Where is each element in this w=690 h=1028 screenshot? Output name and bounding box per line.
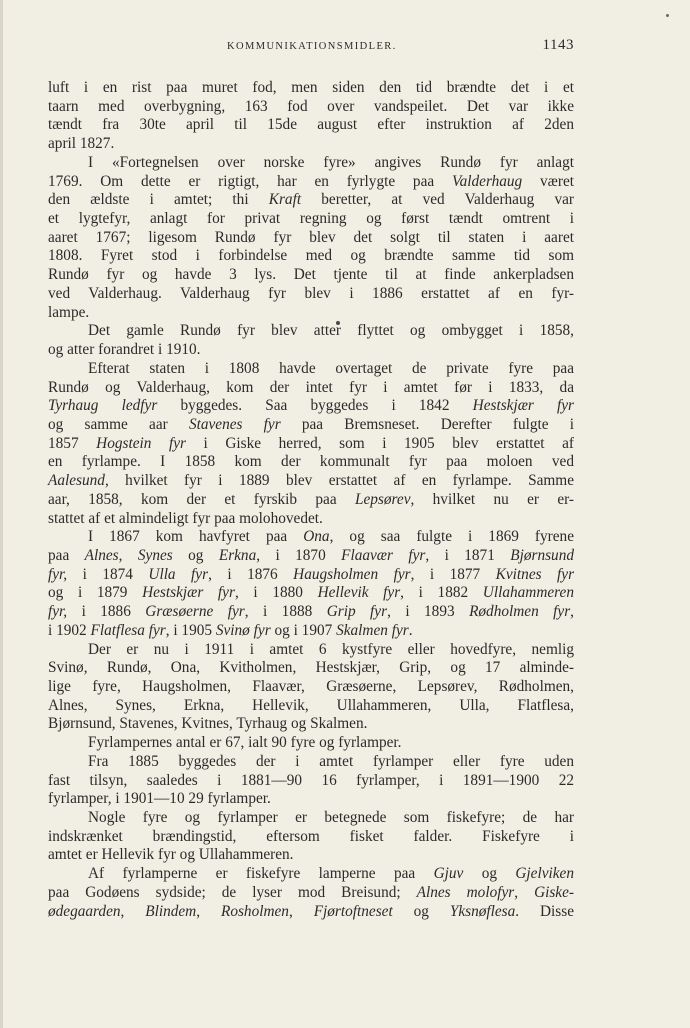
text-line: amtet er Hellevik fyr og Ullahammeren. [48, 846, 294, 864]
body-text [48, 79, 574, 921]
text-line: Alnes, Synes, Erkna, Hellevik, Ullahammeren, Ulla, Flatflesa, [48, 696, 574, 714]
text-line: lampe. [48, 303, 90, 321]
text-line: Tyrhaug ledfyr byggedes. Saa byggedes i 1842 Hestskjær fyr [48, 397, 575, 415]
text-line: Efterat staten i 1808 havde overtaget de private fyre paa [88, 359, 574, 377]
text-line: lige fyre, Haugsholmen, Flaavær, Græsøerne, Lepsørev, Rødholmen, [48, 678, 574, 695]
text-line: I «Fortegnelsen over norske fyre» angives Rundø fyr anlagt [88, 153, 574, 171]
text-line: luft i en rist paa muret fod, men siden den tid brændte det i et [48, 79, 574, 96]
text-line: Der er nu i 1911 i amtet 6 kystfyre eller hovedfyre, nemlig [88, 640, 574, 658]
text-line: paa Godøens sydside; de lyser mod Breisund; Alnes molofyr, Giske- [48, 883, 574, 901]
text-line: 1769. Om dette er rigtigt, har en fyrlygte paa Valderhaug været [48, 172, 574, 190]
text-line: I 1867 kom havfyret paa Ona, og saa fulgte i 1869 fyrene [88, 528, 574, 546]
text-line: den ældste i amtet; thi Kraft beretter, at ved Valderhaug var [48, 191, 574, 209]
print-speck [666, 14, 669, 17]
text-line: et lygtefyr, anlagt for privat regning og først tændt omtrent i [48, 210, 574, 228]
text-line: fyrlamper, i 1901—10 29 fyrlamper. [48, 790, 271, 808]
text-line: aar, 1858, kom der et fyrskib paa Lepsørev, hvilket nu er er- [48, 490, 574, 508]
text-line: Rundø og Valderhaug, kom der intet fyr i amtet før i 1833, da [48, 378, 574, 396]
text-line: tændt fra 30te april til 15de august efter instruktion af 2den [48, 116, 574, 134]
text-line: Bjørnsund, Stavenes, Kvitnes, Tyrhaug og Skalmen. [48, 715, 368, 733]
running-title: KOMMUNIKATIONSMIDLER. [227, 41, 397, 52]
text-line: indskrænket brændingstid, eftersom fisket falder. Fiskefyre i [48, 827, 574, 845]
text-line: ved Valderhaug. Valderhaug fyr blev i 1886 erstattet af en fyr- [48, 284, 574, 302]
text-line: fyr, i 1886 Græsøerne fyr, i 1888 Grip fyr, i 1893 Rødholmen fyr, [48, 603, 574, 621]
page-edge [0, 0, 3, 1028]
text-line: 1857 Hogstein fyr i Giske herred, som i 1905 blev erstattet af [48, 434, 574, 452]
text-line: Fyrlampernes antal er 67, ialt 90 fyre og fyrlamper. [88, 734, 402, 752]
text-line: Af fyrlamperne er fiskefyre lamperne paa Gjuv og Gjelviken [88, 865, 574, 883]
text-line: 1808. Fyret stod i forbindelse med og brændte samme tid som [48, 247, 574, 265]
text-line: Svinø, Rundø, Ona, Kvitholmen, Hestskjær, Grip, og 17 alminde- [48, 659, 574, 677]
text-line: og samme aar Stavenes fyr paa Bremsneset. Derefter fulgte i [48, 415, 574, 433]
text-line: Nogle fyre og fyrlamper er betegnede som fiskefyre; de har [88, 809, 574, 827]
text-line: Fra 1885 byggedes der i amtet fyrlamper eller fyre uden [88, 752, 574, 770]
text-line: i 1902 Flatflesa fyr, i 1905 Svinø fyr og i 1907 Skalmen fyr. [48, 621, 413, 639]
text-line: taarn med overbygning, 163 fod over vandspeilet. Det var ikke [48, 97, 574, 115]
text-line: fast tilsyn, saaledes i 1881—90 16 fyrlamper, i 1891—1900 22 [48, 771, 574, 789]
text-line: en fyrlampe. I 1858 kom der kommunalt fyr paa moloen ved [48, 453, 574, 471]
text-line: paa Alnes, Synes og Erkna, i 1870 Flaavær fyr, i 1871 Bjørnsund [48, 546, 575, 564]
text-line: Aalesund, hvilket fyr i 1889 blev erstattet af en fyrlampe. Samme [48, 472, 574, 490]
text-line: og i 1879 Hestskjær fyr, i 1880 Hellevik fyr, i 1882 Ullahammeren [48, 584, 574, 602]
page-number: 1143 [542, 37, 574, 53]
text-line: april 1827. [48, 135, 115, 153]
text-line: aaret 1767; ligesom Rundø fyr blev det solgt til staten i aaret [48, 228, 574, 246]
text-line: fyr, i 1874 Ulla fyr, i 1876 Haugsholmen fyr, i 1877 Kvitnes fyr [48, 565, 575, 583]
text-line: og atter forandret i 1910. [48, 341, 201, 359]
text-line: Det gamle Rundø fyr blev atter flyttet og ombygget i 1858, [88, 322, 574, 340]
text-line: stattet af et almindeligt fyr paa molohovedet. [48, 509, 323, 527]
text-line: Rundø fyr og havde 3 lys. Det tjente til at finde ankerpladsen [48, 266, 574, 284]
text-line: ødegaarden, Blindem, Rosholmen, Fjørtoftneset og Yksnøflesa. Disse [48, 902, 574, 920]
